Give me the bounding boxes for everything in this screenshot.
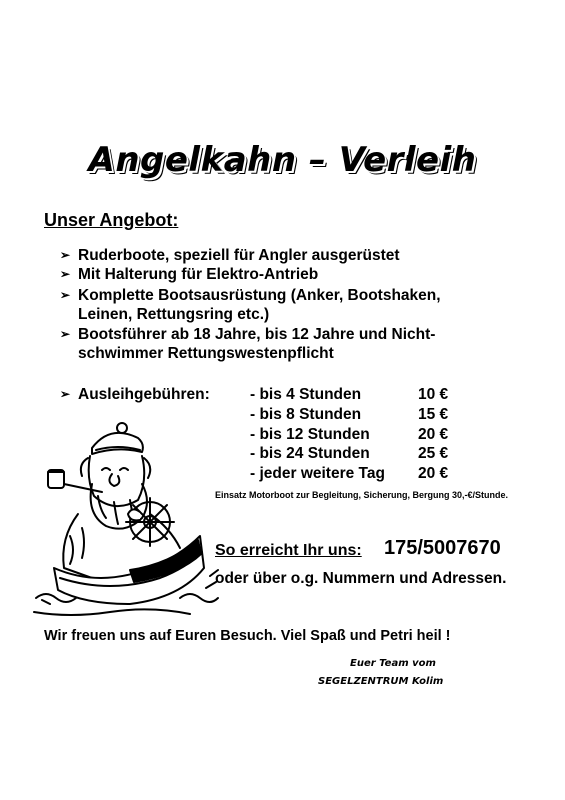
bullet-arrow-icon: ➢ [60, 327, 71, 341]
signature-line-1: Euer Team vom [350, 658, 436, 669]
signature-line-2: SEGELZENTRUM Kolim [318, 676, 444, 687]
offer-item [60, 287, 441, 305]
sailor-in-boat-illustration [30, 418, 220, 618]
fees-label: ➢ Ausleihgebühren: [60, 386, 210, 403]
offer-text: Bootsführer ab 18 Jahre, bis 12 Jahre und Nicht- [78, 326, 436, 343]
offer-text-continued: Leinen, Rettungsring etc.) [78, 306, 270, 323]
bullet-arrow-icon: ➢ [60, 267, 71, 281]
fee-duration: - bis 8 Stunden [250, 406, 362, 423]
fee-duration: - bis 12 Stunden [250, 426, 370, 443]
closing-text: Wir freuen uns auf Euren Besuch. Viel Spaß und Petri heil ! [44, 628, 451, 644]
offer-text: Ruderboote, speziell für Angler ausgerüstet [78, 247, 400, 264]
phone-number: 175/5007670 [384, 537, 501, 559]
offer-text: Mit Halterung für Elektro-Antrieb [78, 266, 319, 283]
alternative-contact: oder über o.g. Nummern und Adressen. [215, 570, 507, 587]
fee-duration: - bis 4 Stunden [250, 386, 362, 403]
bullet-arrow-icon: ➢ [60, 248, 71, 262]
offer-item [60, 326, 435, 344]
fee-price: 20 € [418, 426, 449, 443]
bullet-arrow-icon: ➢ [60, 288, 71, 302]
offer-text: Komplette Bootsausrüstung (Anker, Bootshaken, [78, 287, 441, 304]
offer-text-continued: schwimmer Rettungswestenpflicht [78, 345, 334, 362]
fee-duration: - jeder weitere Tag [250, 465, 385, 482]
fee-price: 25 € [418, 445, 449, 462]
fee-price: 20 € [418, 465, 449, 482]
offer-heading: Unser Angebot: [44, 210, 179, 230]
motorboat-note: Einsatz Motorboot zur Begleitung, Sicherung, Bergung 30,-€/Stunde. [215, 490, 509, 500]
offer-item [60, 247, 400, 265]
fee-price: 15 € [418, 406, 449, 423]
bullet-arrow-icon: ➢ [60, 387, 71, 401]
offer-item [60, 266, 318, 284]
fee-duration: - bis 24 Stunden [250, 445, 370, 462]
fee-price: 10 € [418, 386, 449, 403]
page-title: Angelkahn – Verleih [88, 140, 477, 180]
contact-label: So erreicht Ihr uns: [215, 542, 362, 559]
